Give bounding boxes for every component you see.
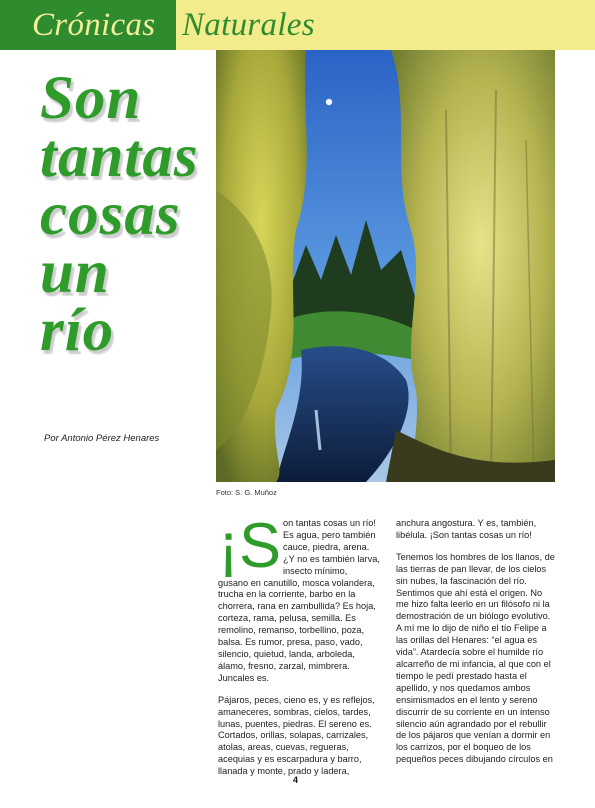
title-line: tantas [40, 123, 199, 190]
article-column-2 [396, 518, 556, 776]
drop-cap: ¡S [218, 511, 281, 581]
article-paragraph: Tenemos los hombres de los llanos, de las tierras de pan llevar, de los cielos sin nubes, la fascinación del río. Sentimos que ahí está el origen. No me hizo falta leerlo en un filósofo ni la demostración de un biólogo evolutivo. A mí me lo dijo de niño el tío Felipe a las orillas del Henares: “el agua es vida”. Atardecía sobre el humilde río alcarreño de mi infancia, al que con el tiempo le pedí prestado hasta el apellido, y nos quedamos ambos ensimismados en el lento y sereno discurrir de su corriente en un intenso silencio aún agrandado por el rebullir de los pájaros que venían a dormir en los carrizos, por el boqueo de los pequeños peces dibujando círculos en [396, 551, 555, 765]
article-title [40, 65, 240, 364]
photo-credit: Foto: S. G. Muñoz [216, 488, 277, 497]
river-photo-art [216, 50, 555, 482]
article-column-1 [218, 511, 380, 788]
article-paragraph: Pájaros, peces, cieno es, y es reflejos, amaneceres, sombras, cielos, tardes, lunas, puentes, piedras. El sereno es. Cortados, orillas, solapas, carrizales, atolas, areas, cuevas, regueras, acequias y es escarpadura y barro, llanada y monte, prado y ladera, [218, 694, 375, 777]
byline: Por Antonio Pérez Henares [44, 433, 160, 444]
title-line: Son [40, 65, 142, 132]
title-line: río [40, 297, 115, 364]
title-line: un [40, 239, 110, 306]
river-photo [216, 50, 555, 482]
article-paragraph: anchura angostura. Y es, también, libélula. ¡Son tantas cosas un río! [396, 518, 537, 540]
title-line: cosas [40, 181, 181, 248]
article-paragraph [218, 511, 380, 685]
page-number: 4 [293, 775, 299, 785]
section-title-word2: Naturales [182, 7, 315, 43]
paragraph-text: on tantas cosas un río! Es agua, pero también cauce, piedra, arena. ¿Y no es también larva, insecto mínimo, gusano en canutillo, mosca volandera, trucha en la corriente, barbo en la chorrera, rana en zambullida? Es hoja, corteza, rama, pelusa, semilla. Es remolino, remanso, torbellino, poza, balsa. Es rumor, presa, paso, vado, silencio, quietud, landa, arboleda, álamo, fresno, zarzal, mimbrera. Juncales es. [218, 518, 380, 683]
section-title-word1: Crónicas [32, 7, 156, 43]
